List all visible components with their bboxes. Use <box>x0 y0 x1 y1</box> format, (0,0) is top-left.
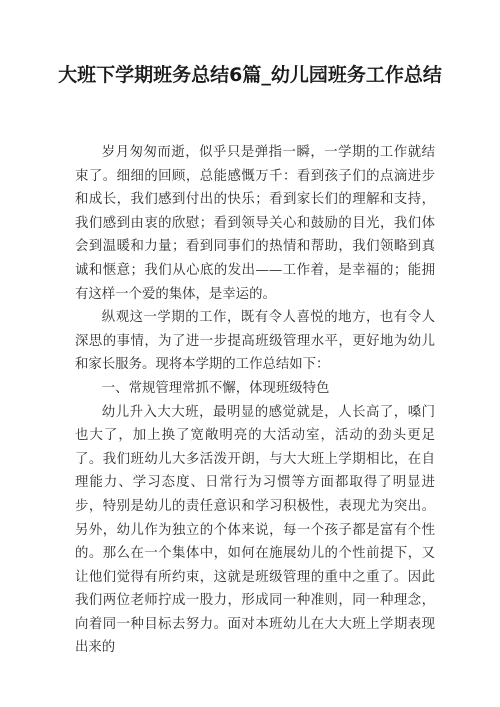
document-body <box>75 141 435 660</box>
document-title: 大班下学期班务总结6篇_幼儿园班务工作总结 <box>58 64 442 86</box>
paragraph: 纵观这一学期的工作，既有令人喜悦的地方，也有令人深思的事情，为了进一步提高班级管理水平，更好地为幼儿和家长服务。现将本学期的工作总结如下： <box>75 310 435 373</box>
paragraph: 幼儿升入大大班，最明显的感觉就是，人长高了，嗓门也大了，加上换了宽敞明亮的大活动室，活动的劲头更足了。我们班幼儿大多活泼开朗，与大大班上学期相比，在自理能力、学习态度、日常行为习惯等方面都取得了明显进步，特别是幼儿的责任意识和学习积极性，表现尤为突出。 另外，幼儿作为独立的个体来说，每一个孩子都是富有个性的。那么在一个集体中，如何在施展幼儿的个性前提下，又让他们觉得有所约束，这就是班级管理的重中之重了。因此我们两位老师拧成一股力，形成同一种准则，同一种理念，向着同一种目标去努力。面对本班幼儿在大大班上学期表现出来的 <box>75 404 435 656</box>
section-heading: 一、常规管理常抓不懈，体现班级特色 <box>101 380 330 396</box>
paragraph: 岁月匆匆而逝，似乎只是弹指一瞬，一学期的工作就结束了。细细的回顾，总能感慨万千：看到孩子们的点滴进步和成长，我们感到付出的快乐；看到家长们的理解和支持，我们感到由衷的欣慰；看到领导关心和鼓励的目光，我们体会到温暖和力量；看到同事们的热情和帮助，我们领略到真诚和惬意；我们从心底的发出——工作着，是幸福的；能拥有这样一个爱的集体，是幸运的。 <box>75 145 435 302</box>
